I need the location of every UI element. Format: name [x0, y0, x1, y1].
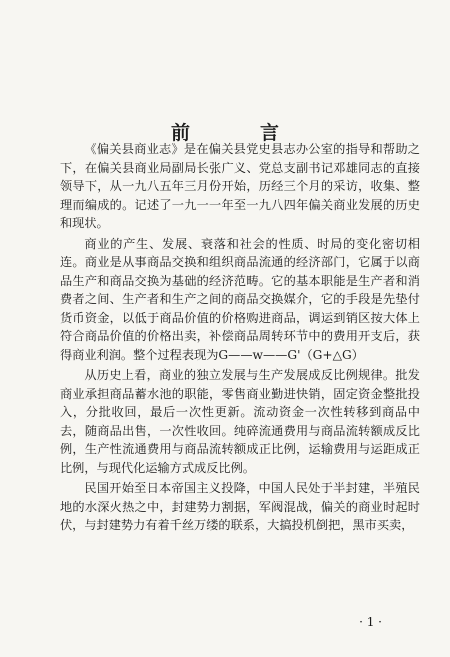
title-char-2: 言 — [260, 122, 280, 144]
paragraph-1: 《偏关县商业志》是在偏关县党史县志办公室的指导和帮助之下，在偏关县商业局副局长张广义、党总支副书记邓雄同志的直接领导下，从一九八五年三月份开始，历经三个月的采访，收集、整理而编成的。记述了一九一一年至一九八四年偏关商业发展的历史和现状。 — [60, 142, 420, 230]
paragraph-2: 商业的产生、发展、衰落和社会的性质、时局的变化密切相连。商业是从事商品交换和组织商品流通的经济部门，它属于以商品生产和商品交换为基础的经济范畴。它的基本职能是生产者和消费者之间、生产者和生产之间的商品交换媒介，它的手段是先垫付货币资金，以低于商品价值的价格购进商品，调运到销区按大体上符合商品价值的价格出卖，补偿商品周转环节中的费用开支后，获得商业利润。整个过程表现为G——w——G'（G+△G） — [60, 236, 420, 362]
page-number: · 1 · — [359, 615, 382, 629]
paragraph-3: 从历史上看，商业的独立发展与生产发展成反比例规律。批发商业承担商品蓄水池的职能，零售商业勤进快销，固定资金整批投入，分批收回，最后一次性更新。流动资金一次性转移到商品中去，随商品出售，一次性收回。纯碎流通费用与商品流转额成反比例，生产性流通费用与商品流转额成正比例，运输费用与运距成正比例，与现代化运输方式成反比例。 — [60, 368, 420, 475]
paragraph-4: 民国开始至日本帝国主义投降，中国人民处于半封建，半殖民地的水深火热之中，封建势力割据，军阀混战，偏关的商业时起时伏，与封建势力有着千丝万缕的联系，大搞投机倒把，黑市买卖， — [60, 481, 420, 532]
title-char-1: 前 — [170, 122, 190, 144]
body-text — [60, 140, 420, 535]
